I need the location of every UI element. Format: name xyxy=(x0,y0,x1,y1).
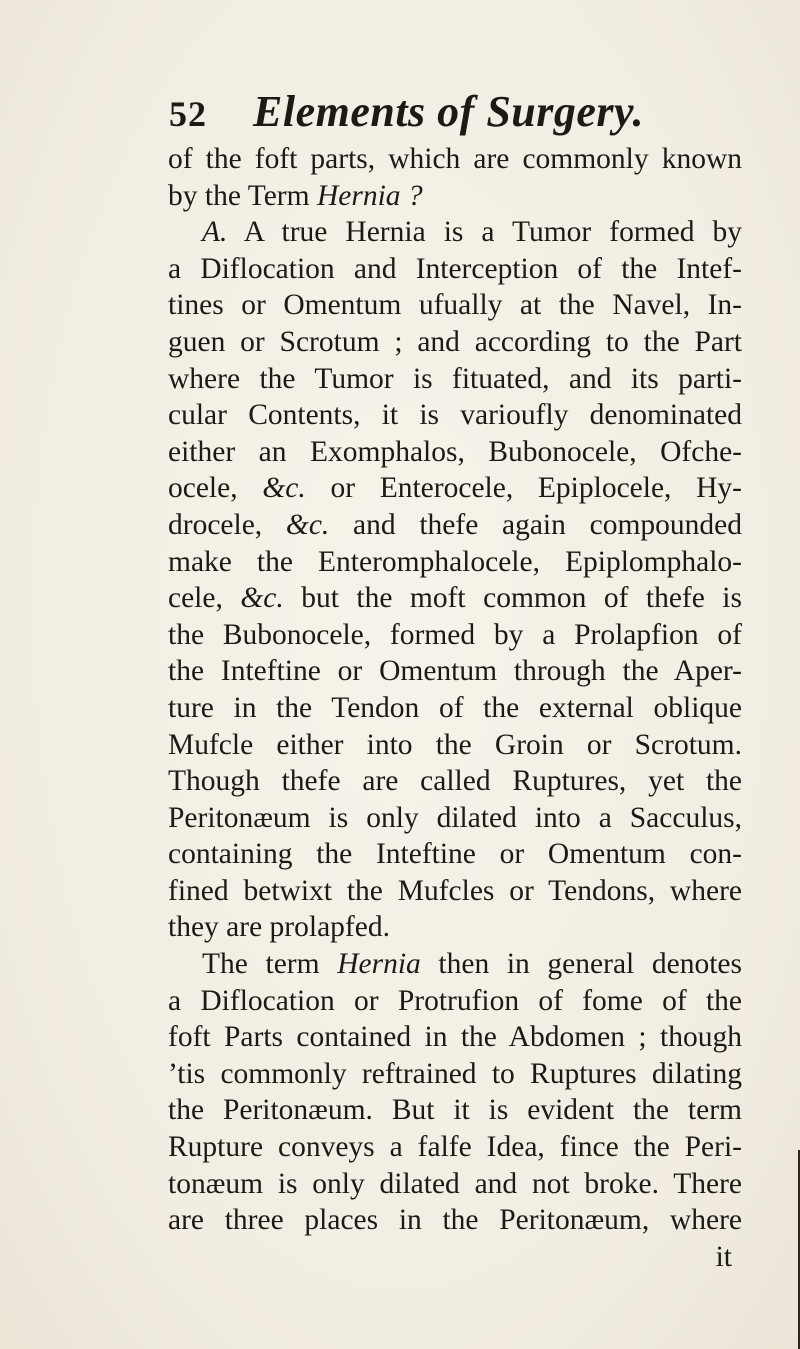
body-text xyxy=(168,141,742,1275)
text-line: foft Parts contained in the Abdomen ; though xyxy=(168,1021,742,1054)
italic-text: &c. xyxy=(240,582,284,615)
text-segment: or Enterocele, Epiplocele, Hy- xyxy=(305,472,742,505)
text-line: make the Enteromphalocele, Epiplomphalo- xyxy=(168,545,742,578)
text-line: Mufcle either into the Groin or Scrotum. xyxy=(168,728,742,761)
catchword: it xyxy=(715,1240,732,1273)
text-segment: cele, xyxy=(168,582,241,615)
text-line: either an Exomphalos, Bubonocele, Ofche- xyxy=(168,435,742,468)
text-line: tonæum is only dilated and not broke. There xyxy=(168,1167,742,1200)
italic-text: Hernia xyxy=(337,948,421,981)
text-line: a Diflocation and Interception of the Intef- xyxy=(168,252,742,285)
text-line: guen or Scrotum ; and according to the Part xyxy=(168,325,742,358)
text-line xyxy=(168,178,742,215)
italic-text: &c. xyxy=(285,508,330,541)
text-line xyxy=(168,580,742,617)
text-line xyxy=(168,946,742,983)
text-segment: The term xyxy=(202,948,338,981)
italic-text: Hernia ? xyxy=(316,179,423,212)
text-line xyxy=(168,214,742,251)
page-number: 52 xyxy=(169,94,207,134)
text-line: a Diflocation or Protrufion of fome of the xyxy=(168,984,742,1017)
text-line: Though thefe are called Ruptures, yet the xyxy=(168,765,742,798)
text-line: the Bubonocele, formed by a Prolapfion of xyxy=(168,618,742,651)
text-segment: A true Hernia is a Tumor formed by xyxy=(227,216,742,249)
text-line: ’tis commonly reftrained to Ruptures dilating xyxy=(168,1057,742,1090)
text-segment: then in general denotes xyxy=(420,948,742,981)
text-line: cular Contents, it is varioufly denominated xyxy=(168,399,742,432)
text-line: the Inteftine or Omentum through the Aper- xyxy=(168,655,742,688)
text-segment: but the moft common of thefe is xyxy=(283,582,742,615)
text-line: fined betwixt the Mufcles or Tendons, where xyxy=(168,874,742,907)
text-line: the Peritonæum. But it is evident the term xyxy=(168,1094,742,1127)
text-line: containing the Inteftine or Omentum con- xyxy=(168,838,742,871)
text-line: are three places in the Peritonæum, where xyxy=(168,1204,742,1237)
text-line: Peritonæum is only dilated into a Sacculus, xyxy=(168,801,742,834)
text-segment: and thefe again compounded xyxy=(329,508,742,541)
text-line: they are prolapfed. xyxy=(168,911,390,944)
italic-text: A. xyxy=(202,216,228,249)
text-line: ture in the Tendon of the external oblique xyxy=(168,691,742,724)
text-line: of the foft parts, which are commonly known xyxy=(168,143,742,175)
text-line xyxy=(168,470,742,507)
page-header xyxy=(169,86,729,142)
text-segment: by the Term xyxy=(168,179,317,212)
text-segment: drocele, xyxy=(168,508,286,541)
text-line: where the Tumor is fituated, and its parti- xyxy=(168,362,742,395)
text-line xyxy=(168,507,742,544)
running-title: Elements of Surgery. xyxy=(253,87,644,136)
text-line: Rupture conveys a falfe Idea, fince the Peri- xyxy=(168,1131,742,1164)
text-segment: ocele, xyxy=(168,472,263,505)
text-line: tines or Omentum ufually at the Navel, In- xyxy=(168,289,742,322)
italic-text: &c. xyxy=(262,472,306,505)
